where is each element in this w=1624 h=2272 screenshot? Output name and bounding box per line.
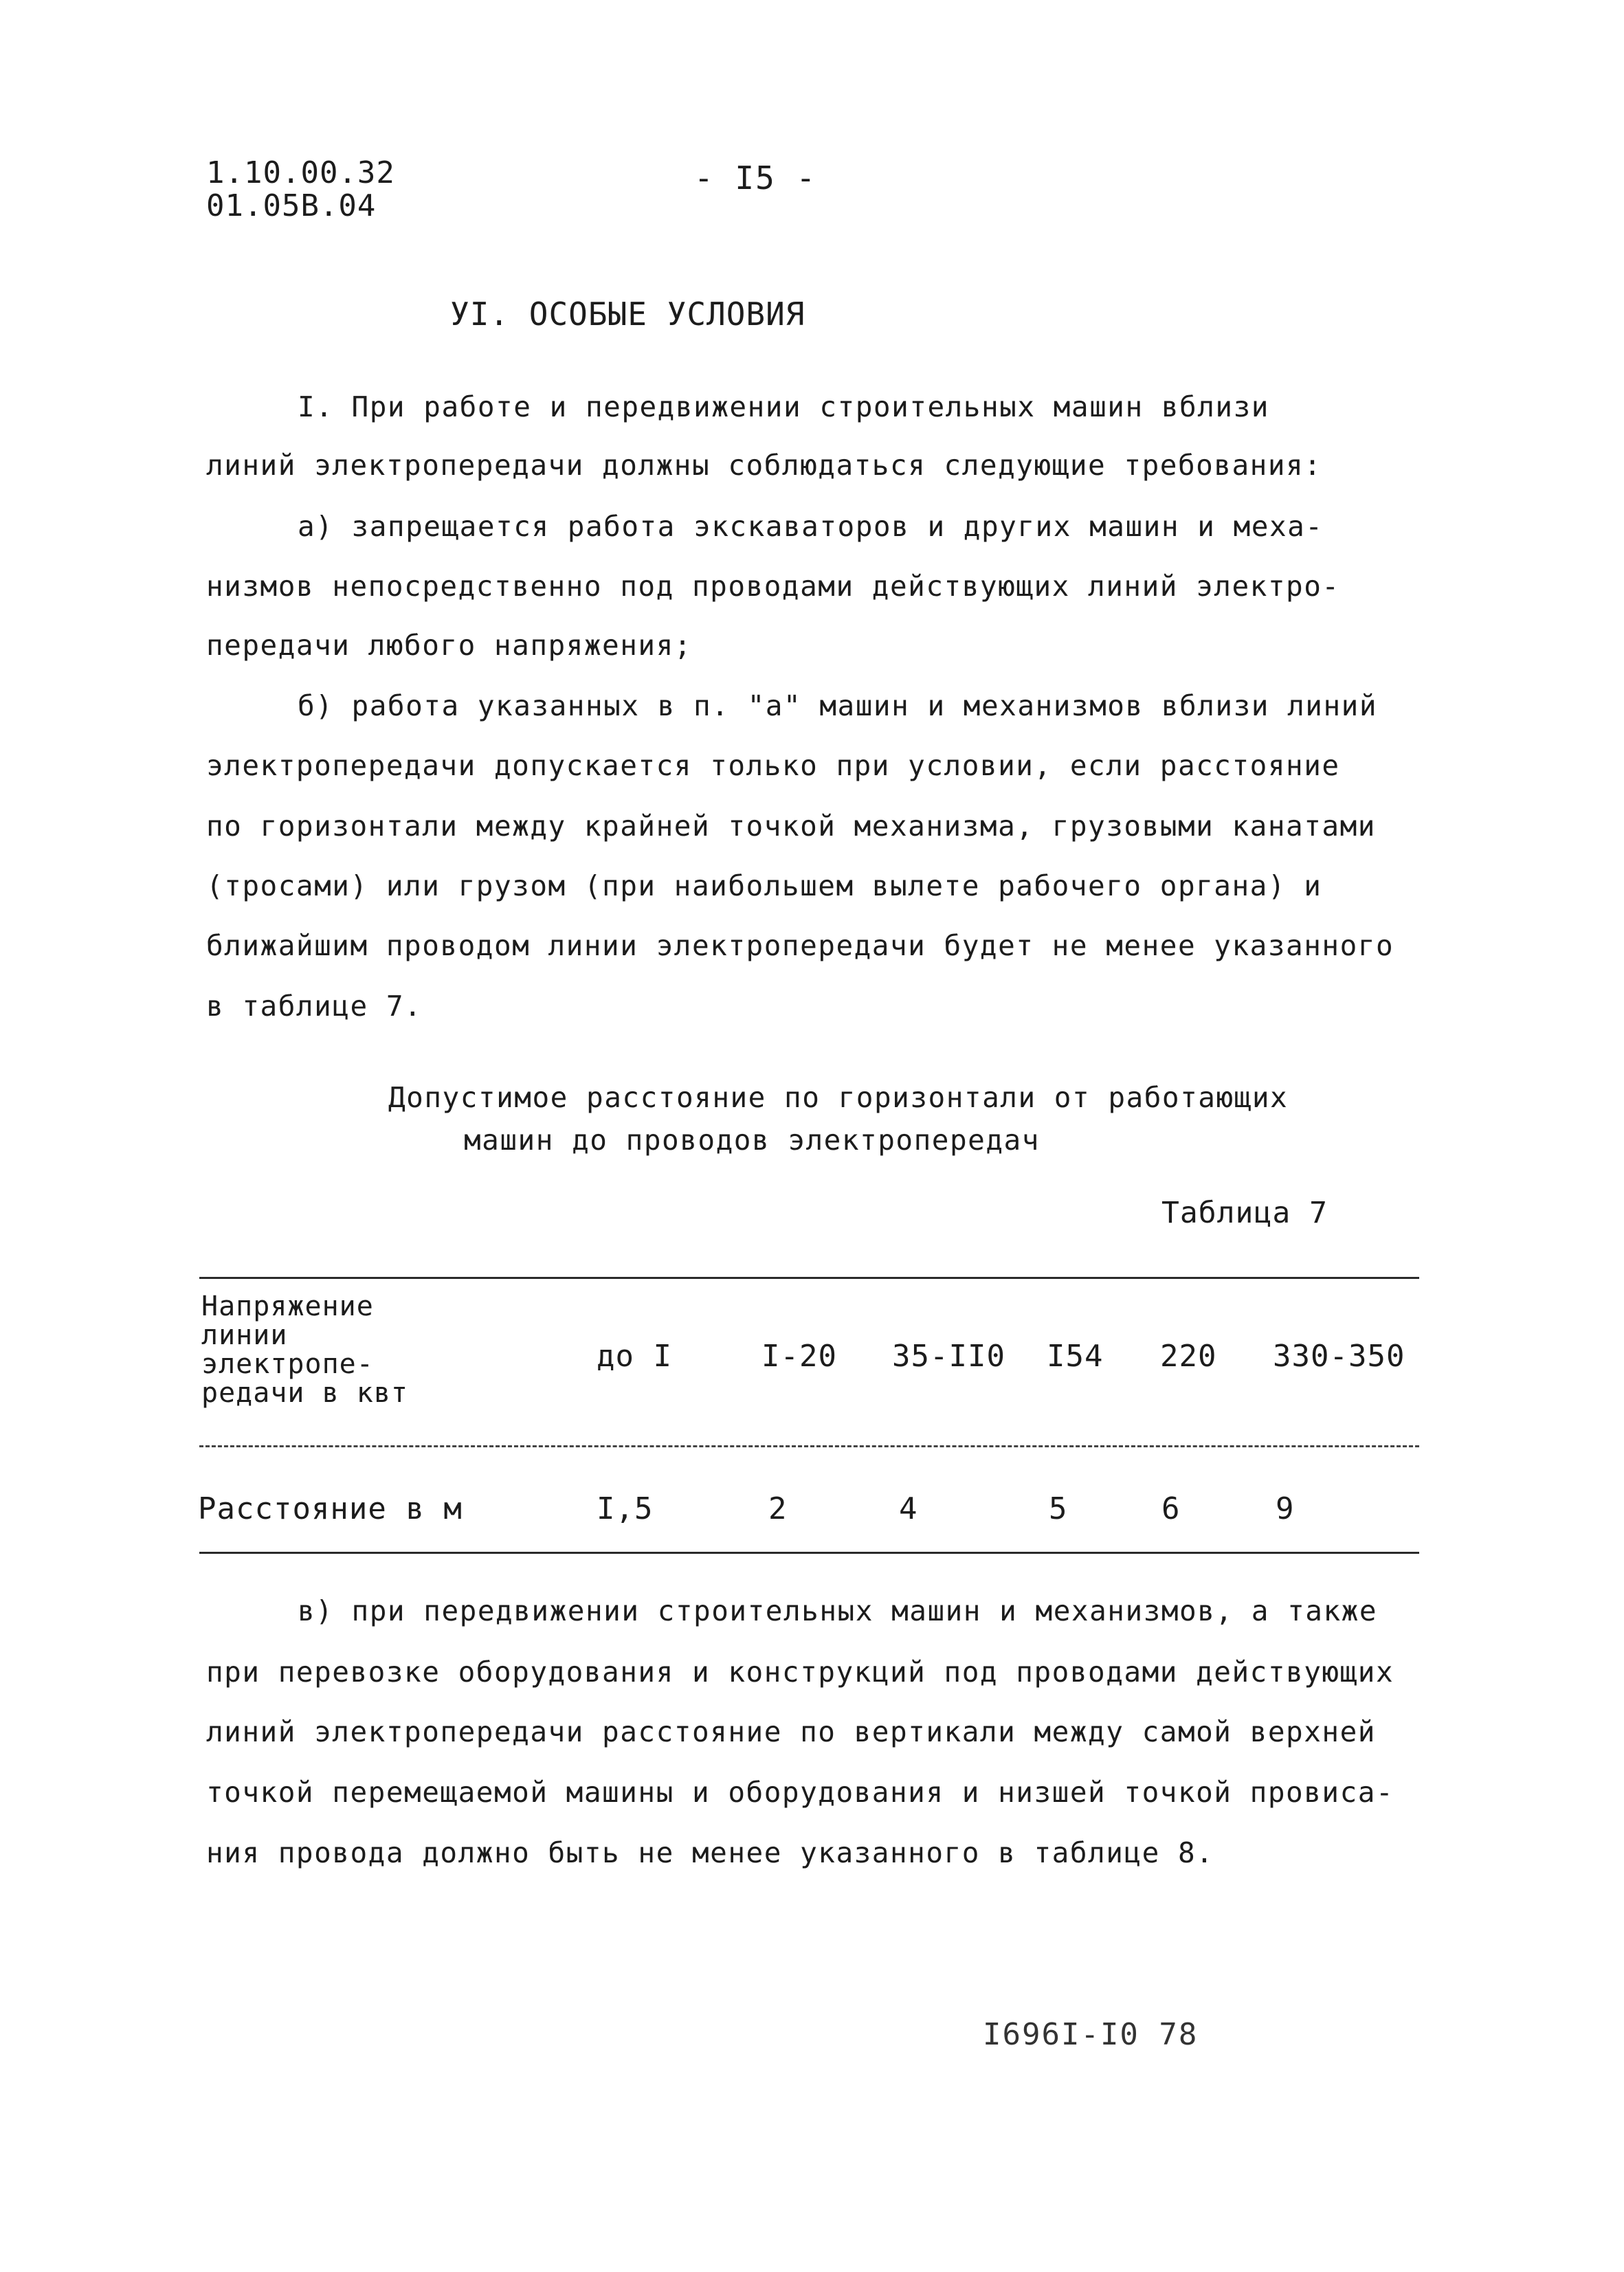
- paragraph-line: ближайшим проводом линии электропередачи будет не менее указанного: [206, 929, 1394, 962]
- table-title-line-1: Допустимое расстояние по горизонтали от работающих: [388, 1081, 1289, 1114]
- paragraph-line: б) работа указанных в п. "а" машин и механизмов вблизи линий: [298, 689, 1378, 722]
- paragraph-line: линий электропередачи расстояние по вертикали между самой верхней: [206, 1715, 1376, 1748]
- table-middle-rule: [199, 1445, 1419, 1447]
- voltage-cell: 35-II0: [892, 1339, 1005, 1374]
- paragraph-line: электропередачи допускается только при условии, если расстояние: [206, 749, 1340, 782]
- voltage-cell: 220: [1160, 1339, 1217, 1374]
- document-code-line-2: 01.05В.04: [206, 188, 377, 223]
- table-header-label-line: электропе-: [201, 1348, 374, 1380]
- distance-cell: 5: [1049, 1491, 1068, 1526]
- paragraph-line: (тросами) или грузом (при наибольшем вылете рабочего органа) и: [206, 869, 1322, 902]
- table-header-label: [201, 1292, 408, 1407]
- table-label: Таблица 7: [1161, 1196, 1328, 1230]
- distance-cell: 2: [768, 1491, 788, 1526]
- document-code: [206, 157, 395, 223]
- table-title-line-2: машин до проводов электропередач: [464, 1124, 1040, 1157]
- paragraph-line: точкой перемещаемой машины и оборудования и низшей точкой провиса-: [206, 1776, 1394, 1809]
- table-row-label: Расстояние в м: [198, 1491, 463, 1526]
- table-header-label-line: линии: [201, 1319, 288, 1351]
- paragraph-line: в таблице 7.: [206, 990, 423, 1023]
- voltage-cell: до I: [597, 1339, 672, 1374]
- paragraph-line: а) запрещается работа экскаваторов и других машин и меха-: [298, 510, 1324, 543]
- table-header-label-line: Напряжение: [201, 1291, 374, 1322]
- paragraph-line: линий электропередачи должны соблюдаться следующие требования:: [206, 449, 1322, 482]
- voltage-cell: I54: [1047, 1339, 1104, 1374]
- document-code-line-1: 1.10.00.32: [206, 155, 395, 190]
- distance-cell: 6: [1161, 1491, 1181, 1526]
- paragraph-line: I. При работе и передвижении строительных машин вблизи: [298, 390, 1269, 423]
- table-header-label-line: редачи в квт: [201, 1377, 408, 1409]
- paragraph-line: в) при передвижении строительных машин и механизмов, а также: [298, 1594, 1378, 1627]
- paragraph-line: передачи любого напряжения;: [206, 629, 692, 662]
- distance-cell: I,5: [597, 1491, 654, 1526]
- paragraph-line: низмов непосредственно под проводами действующих линий электро-: [206, 570, 1340, 603]
- table-top-rule: [199, 1277, 1419, 1279]
- table-bottom-rule: [199, 1552, 1419, 1554]
- distance-cell: 4: [899, 1491, 918, 1526]
- section-title: УI. ОСОБЫЕ УСЛОВИЯ: [450, 296, 805, 333]
- page-number: - I5 -: [694, 159, 817, 197]
- paragraph-line: ния провода должно быть не менее указанного в таблице 8.: [206, 1836, 1214, 1869]
- voltage-cell: 330-350: [1273, 1339, 1405, 1374]
- paragraph-line: при перевозке оборудования и конструкций под проводами действующих: [206, 1656, 1394, 1689]
- footer-code: I696I-I0 78: [983, 2017, 1199, 2052]
- paragraph-line: по горизонтали между крайней точкой механизма, грузовыми канатами: [206, 810, 1376, 843]
- distance-cell: 9: [1276, 1491, 1295, 1526]
- voltage-cell: I-20: [761, 1339, 837, 1374]
